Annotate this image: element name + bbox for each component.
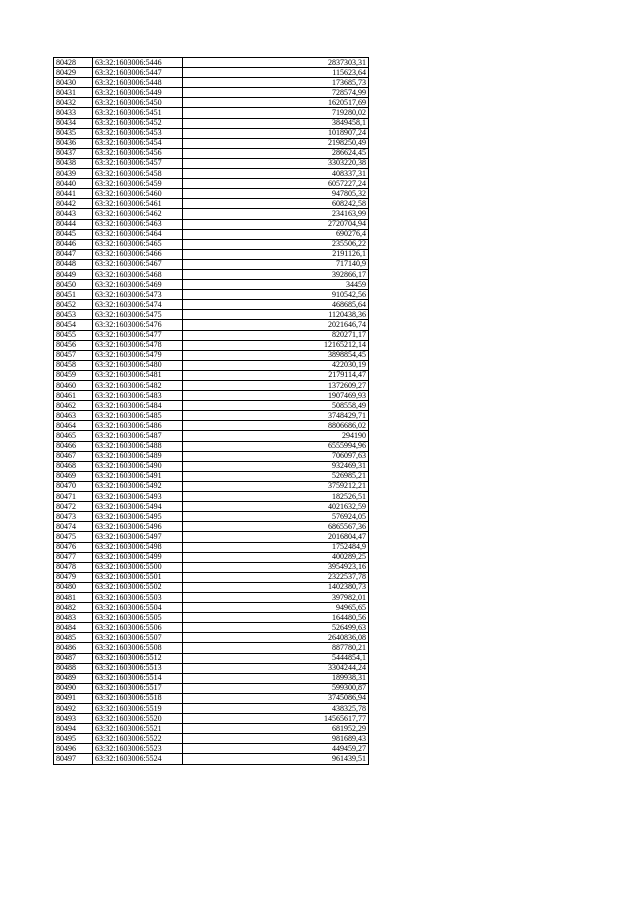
value-cell: 1402380,73 <box>183 582 369 592</box>
table-row <box>54 330 369 340</box>
value-cell: 14565617,77 <box>183 714 369 724</box>
row-number-cell: 80477 <box>54 552 93 562</box>
table-row <box>54 370 369 380</box>
cadastral-number-cell: 63:32:1603006:5501 <box>93 572 183 582</box>
cadastral-number-cell: 63:32:1603006:5522 <box>93 734 183 744</box>
row-number-cell: 80444 <box>54 219 93 229</box>
table-row <box>54 421 369 431</box>
value-cell: 820271,17 <box>183 330 369 340</box>
cadastral-number-cell: 63:32:1603006:5483 <box>93 391 183 401</box>
value-cell: 3745086,94 <box>183 693 369 703</box>
table-row <box>54 199 369 209</box>
row-number-cell: 80443 <box>54 209 93 219</box>
table-row <box>54 623 369 633</box>
table-row <box>54 683 369 693</box>
cadastral-number-cell: 63:32:1603006:5474 <box>93 300 183 310</box>
value-cell: 3954923,16 <box>183 562 369 572</box>
table-row <box>54 219 369 229</box>
value-cell: 422030,19 <box>183 360 369 370</box>
table-row <box>54 381 369 391</box>
table-row <box>54 613 369 623</box>
row-number-cell: 80456 <box>54 340 93 350</box>
cadastral-number-cell: 63:32:1603006:5503 <box>93 592 183 602</box>
cadastral-number-cell: 63:32:1603006:5465 <box>93 239 183 249</box>
value-cell: 947805,32 <box>183 189 369 199</box>
table-row <box>54 320 369 330</box>
row-number-cell: 80492 <box>54 704 93 714</box>
table-row <box>54 704 369 714</box>
cadastral-number-cell: 63:32:1603006:5466 <box>93 249 183 259</box>
cadastral-number-cell: 63:32:1603006:5489 <box>93 451 183 461</box>
cadastral-number-cell: 63:32:1603006:5496 <box>93 522 183 532</box>
cadastral-number-cell: 63:32:1603006:5523 <box>93 744 183 754</box>
row-number-cell: 80450 <box>54 280 93 290</box>
cadastral-number-cell: 63:32:1603006:5505 <box>93 613 183 623</box>
table-row <box>54 663 369 673</box>
row-number-cell: 80455 <box>54 330 93 340</box>
row-number-cell: 80452 <box>54 300 93 310</box>
table-row <box>54 169 369 179</box>
row-number-cell: 80459 <box>54 370 93 380</box>
table-row <box>54 269 369 279</box>
table-row <box>54 502 369 512</box>
row-number-cell: 80495 <box>54 734 93 744</box>
table-row <box>54 441 369 451</box>
row-number-cell: 80447 <box>54 249 93 259</box>
table-row <box>54 693 369 703</box>
table-row <box>54 300 369 310</box>
table-row <box>54 492 369 502</box>
table-row <box>54 512 369 522</box>
value-cell: 2837303,31 <box>183 58 369 68</box>
row-number-cell: 80446 <box>54 239 93 249</box>
cadastral-number-cell: 63:32:1603006:5475 <box>93 310 183 320</box>
value-cell: 1907469,93 <box>183 391 369 401</box>
table-row <box>54 522 369 532</box>
table-row <box>54 673 369 683</box>
cadastral-number-cell: 63:32:1603006:5454 <box>93 138 183 148</box>
table-row <box>54 744 369 754</box>
row-number-cell: 80496 <box>54 744 93 754</box>
row-number-cell: 80485 <box>54 633 93 643</box>
table-row <box>54 229 369 239</box>
row-number-cell: 80453 <box>54 310 93 320</box>
table-row <box>54 532 369 542</box>
row-number-cell: 80433 <box>54 108 93 118</box>
value-cell: 576924,05 <box>183 512 369 522</box>
row-number-cell: 80458 <box>54 360 93 370</box>
table-row <box>54 471 369 481</box>
row-number-cell: 80478 <box>54 562 93 572</box>
cadastral-number-cell: 63:32:1603006:5495 <box>93 512 183 522</box>
value-cell: 526499,63 <box>183 623 369 633</box>
row-number-cell: 80476 <box>54 542 93 552</box>
row-number-cell: 80486 <box>54 643 93 653</box>
value-cell: 717140,9 <box>183 259 369 269</box>
row-number-cell: 80480 <box>54 582 93 592</box>
table-row <box>54 340 369 350</box>
row-number-cell: 80429 <box>54 68 93 78</box>
row-number-cell: 80470 <box>54 481 93 491</box>
value-cell: 3759212,21 <box>183 481 369 491</box>
value-cell: 1018907,24 <box>183 128 369 138</box>
cadastral-number-cell: 63:32:1603006:5494 <box>93 502 183 512</box>
row-number-cell: 80457 <box>54 350 93 360</box>
value-cell: 94965,65 <box>183 603 369 613</box>
value-cell: 2016804,47 <box>183 532 369 542</box>
value-cell: 3748429,71 <box>183 411 369 421</box>
row-number-cell: 80449 <box>54 269 93 279</box>
cadastral-number-cell: 63:32:1603006:5467 <box>93 259 183 269</box>
value-cell: 608242,58 <box>183 199 369 209</box>
row-number-cell: 80491 <box>54 693 93 703</box>
row-number-cell: 80445 <box>54 229 93 239</box>
cadastral-number-cell: 63:32:1603006:5513 <box>93 663 183 673</box>
cadastral-number-cell: 63:32:1603006:5498 <box>93 542 183 552</box>
cadastral-number-cell: 63:32:1603006:5460 <box>93 189 183 199</box>
table-row <box>54 754 369 764</box>
table-row <box>54 209 369 219</box>
cadastral-number-cell: 63:32:1603006:5481 <box>93 370 183 380</box>
cadastral-number-cell: 63:32:1603006:5453 <box>93 128 183 138</box>
row-number-cell: 80451 <box>54 290 93 300</box>
row-number-cell: 80432 <box>54 98 93 108</box>
table-row <box>54 572 369 582</box>
cadastral-number-cell: 63:32:1603006:5487 <box>93 431 183 441</box>
table-row <box>54 592 369 602</box>
table-row <box>54 552 369 562</box>
value-cell: 599300,87 <box>183 683 369 693</box>
table-row <box>54 350 369 360</box>
cadastral-number-cell: 63:32:1603006:5486 <box>93 421 183 431</box>
row-number-cell: 80440 <box>54 179 93 189</box>
row-number-cell: 80473 <box>54 512 93 522</box>
value-cell: 115623,64 <box>183 68 369 78</box>
value-cell: 449459,27 <box>183 744 369 754</box>
cadastral-number-cell: 63:32:1603006:5482 <box>93 381 183 391</box>
cadastral-number-cell: 63:32:1603006:5493 <box>93 492 183 502</box>
value-cell: 400289,25 <box>183 552 369 562</box>
cadastral-number-cell: 63:32:1603006:5512 <box>93 653 183 663</box>
row-number-cell: 80471 <box>54 492 93 502</box>
table-row <box>54 98 369 108</box>
table-row <box>54 310 369 320</box>
row-number-cell: 80442 <box>54 199 93 209</box>
row-number-cell: 80460 <box>54 381 93 391</box>
value-cell: 3304244,24 <box>183 663 369 673</box>
row-number-cell: 80465 <box>54 431 93 441</box>
row-number-cell: 80482 <box>54 603 93 613</box>
cadastral-number-cell: 63:32:1603006:5506 <box>93 623 183 633</box>
value-cell: 887780,21 <box>183 643 369 653</box>
row-number-cell: 80428 <box>54 58 93 68</box>
row-number-cell: 80463 <box>54 411 93 421</box>
table-row <box>54 481 369 491</box>
cadastral-number-cell: 63:32:1603006:5464 <box>93 229 183 239</box>
table-row <box>54 724 369 734</box>
value-cell: 34459 <box>183 280 369 290</box>
value-cell: 5444854,1 <box>183 653 369 663</box>
row-number-cell: 80497 <box>54 754 93 764</box>
cadastral-number-cell: 63:32:1603006:5508 <box>93 643 183 653</box>
cadastral-number-cell: 63:32:1603006:5469 <box>93 280 183 290</box>
row-number-cell: 80474 <box>54 522 93 532</box>
row-number-cell: 80448 <box>54 259 93 269</box>
row-number-cell: 80481 <box>54 592 93 602</box>
cadastral-number-cell: 63:32:1603006:5477 <box>93 330 183 340</box>
table-row <box>54 148 369 158</box>
table-row <box>54 431 369 441</box>
cadastral-number-cell: 63:32:1603006:5476 <box>93 320 183 330</box>
value-cell: 1372609,27 <box>183 381 369 391</box>
cadastral-number-cell: 63:32:1603006:5492 <box>93 481 183 491</box>
value-cell: 234163,99 <box>183 209 369 219</box>
table-row <box>54 78 369 88</box>
value-cell: 508558,49 <box>183 401 369 411</box>
row-number-cell: 80468 <box>54 461 93 471</box>
table-row <box>54 401 369 411</box>
value-cell: 2720704,94 <box>183 219 369 229</box>
value-cell: 2322537,78 <box>183 572 369 582</box>
cadastral-number-cell: 63:32:1603006:5518 <box>93 693 183 703</box>
value-cell: 526985,21 <box>183 471 369 481</box>
cadastral-number-cell: 63:32:1603006:5452 <box>93 118 183 128</box>
table-row <box>54 189 369 199</box>
value-cell: 2021646,74 <box>183 320 369 330</box>
row-number-cell: 80436 <box>54 138 93 148</box>
row-number-cell: 80469 <box>54 471 93 481</box>
value-cell: 3898854,45 <box>183 350 369 360</box>
table-row <box>54 582 369 592</box>
row-number-cell: 80454 <box>54 320 93 330</box>
table-row <box>54 542 369 552</box>
value-cell: 706097,63 <box>183 451 369 461</box>
row-number-cell: 80431 <box>54 88 93 98</box>
cadastral-number-cell: 63:32:1603006:5462 <box>93 209 183 219</box>
table-row <box>54 734 369 744</box>
cadastral-number-cell: 63:32:1603006:5502 <box>93 582 183 592</box>
row-number-cell: 80438 <box>54 158 93 168</box>
value-cell: 910542,56 <box>183 290 369 300</box>
value-cell: 3303220,38 <box>183 158 369 168</box>
cadastral-number-cell: 63:32:1603006:5478 <box>93 340 183 350</box>
cadastral-number-cell: 63:32:1603006:5517 <box>93 683 183 693</box>
row-number-cell: 80488 <box>54 663 93 673</box>
row-number-cell: 80464 <box>54 421 93 431</box>
cadastral-number-cell: 63:32:1603006:5448 <box>93 78 183 88</box>
cadastral-number-cell: 63:32:1603006:5507 <box>93 633 183 643</box>
row-number-cell: 80461 <box>54 391 93 401</box>
cadastral-number-cell: 63:32:1603006:5456 <box>93 148 183 158</box>
table-row <box>54 290 369 300</box>
value-cell: 6865567,36 <box>183 522 369 532</box>
table-row <box>54 391 369 401</box>
cadastral-number-cell: 63:32:1603006:5500 <box>93 562 183 572</box>
table-row <box>54 653 369 663</box>
value-cell: 1620517,69 <box>183 98 369 108</box>
table-row <box>54 562 369 572</box>
table-body <box>54 58 369 765</box>
row-number-cell: 80475 <box>54 532 93 542</box>
cadastral-number-cell: 63:32:1603006:5447 <box>93 68 183 78</box>
value-cell: 2640836,08 <box>183 633 369 643</box>
cadastral-number-cell: 63:32:1603006:5514 <box>93 673 183 683</box>
row-number-cell: 80479 <box>54 572 93 582</box>
value-cell: 6057227,24 <box>183 179 369 189</box>
cadastral-number-cell: 63:32:1603006:5450 <box>93 98 183 108</box>
table-row <box>54 138 369 148</box>
cadastral-number-cell: 63:32:1603006:5490 <box>93 461 183 471</box>
table-row <box>54 239 369 249</box>
value-cell: 3849458,1 <box>183 118 369 128</box>
table-row <box>54 714 369 724</box>
value-cell: 2179114,47 <box>183 370 369 380</box>
value-cell: 438325,78 <box>183 704 369 714</box>
row-number-cell: 80439 <box>54 169 93 179</box>
value-cell: 392866,17 <box>183 269 369 279</box>
cadastral-number-cell: 63:32:1603006:5480 <box>93 360 183 370</box>
cadastral-number-cell: 63:32:1603006:5504 <box>93 603 183 613</box>
value-cell: 164480,56 <box>183 613 369 623</box>
cadastral-number-cell: 63:32:1603006:5463 <box>93 219 183 229</box>
table-row <box>54 128 369 138</box>
value-cell: 408337,31 <box>183 169 369 179</box>
value-cell: 681952,29 <box>183 724 369 734</box>
value-cell: 981689,43 <box>183 734 369 744</box>
cadastral-number-cell: 63:32:1603006:5461 <box>93 199 183 209</box>
value-cell: 12165212,14 <box>183 340 369 350</box>
cadastral-number-cell: 63:32:1603006:5499 <box>93 552 183 562</box>
row-number-cell: 80489 <box>54 673 93 683</box>
row-number-cell: 80441 <box>54 189 93 199</box>
row-number-cell: 80467 <box>54 451 93 461</box>
table-row <box>54 461 369 471</box>
table-row <box>54 411 369 421</box>
cadastral-number-cell: 63:32:1603006:5519 <box>93 704 183 714</box>
table-row <box>54 451 369 461</box>
cadastral-number-cell: 63:32:1603006:5497 <box>93 532 183 542</box>
table-row <box>54 643 369 653</box>
table-row <box>54 58 369 68</box>
value-cell: 690276,4 <box>183 229 369 239</box>
value-cell: 728574,99 <box>183 88 369 98</box>
table-row <box>54 603 369 613</box>
value-cell: 468685,64 <box>183 300 369 310</box>
row-number-cell: 80487 <box>54 653 93 663</box>
table-row <box>54 108 369 118</box>
value-cell: 235506,22 <box>183 239 369 249</box>
cadastral-number-cell: 63:32:1603006:5451 <box>93 108 183 118</box>
cadastral-number-cell: 63:32:1603006:5459 <box>93 179 183 189</box>
row-number-cell: 80472 <box>54 502 93 512</box>
value-cell: 182526,51 <box>183 492 369 502</box>
cadastral-number-cell: 63:32:1603006:5457 <box>93 158 183 168</box>
row-number-cell: 80490 <box>54 683 93 693</box>
value-cell: 6555994,96 <box>183 441 369 451</box>
value-cell: 719280,02 <box>183 108 369 118</box>
table-row <box>54 158 369 168</box>
value-cell: 294190 <box>183 431 369 441</box>
table-row <box>54 360 369 370</box>
table-row <box>54 68 369 78</box>
value-cell: 2198250,49 <box>183 138 369 148</box>
cadastral-number-cell: 63:32:1603006:5524 <box>93 754 183 764</box>
cadastral-number-cell: 63:32:1603006:5458 <box>93 169 183 179</box>
table-row <box>54 179 369 189</box>
row-number-cell: 80435 <box>54 128 93 138</box>
table-row <box>54 88 369 98</box>
value-cell: 8806686,02 <box>183 421 369 431</box>
row-number-cell: 80466 <box>54 441 93 451</box>
value-cell: 4021632,59 <box>183 502 369 512</box>
row-number-cell: 80434 <box>54 118 93 128</box>
cadastral-number-cell: 63:32:1603006:5473 <box>93 290 183 300</box>
cadastral-number-cell: 63:32:1603006:5479 <box>93 350 183 360</box>
data-table <box>53 57 369 765</box>
cadastral-number-cell: 63:32:1603006:5485 <box>93 411 183 421</box>
value-cell: 1752484,9 <box>183 542 369 552</box>
cadastral-number-cell: 63:32:1603006:5468 <box>93 269 183 279</box>
row-number-cell: 80494 <box>54 724 93 734</box>
row-number-cell: 80437 <box>54 148 93 158</box>
value-cell: 173685,73 <box>183 78 369 88</box>
cadastral-number-cell: 63:32:1603006:5449 <box>93 88 183 98</box>
cadastral-number-cell: 63:32:1603006:5488 <box>93 441 183 451</box>
value-cell: 2191126,1 <box>183 249 369 259</box>
row-number-cell: 80483 <box>54 613 93 623</box>
row-number-cell: 80493 <box>54 714 93 724</box>
value-cell: 189938,31 <box>183 673 369 683</box>
value-cell: 932469,31 <box>183 461 369 471</box>
table-row <box>54 249 369 259</box>
table-row <box>54 280 369 290</box>
table-row <box>54 259 369 269</box>
row-number-cell: 80430 <box>54 78 93 88</box>
value-cell: 397982,01 <box>183 592 369 602</box>
value-cell: 961439,51 <box>183 754 369 764</box>
value-cell: 1120438,36 <box>183 310 369 320</box>
cadastral-number-cell: 63:32:1603006:5521 <box>93 724 183 734</box>
table-row <box>54 118 369 128</box>
cadastral-number-cell: 63:32:1603006:5484 <box>93 401 183 411</box>
row-number-cell: 80462 <box>54 401 93 411</box>
row-number-cell: 80484 <box>54 623 93 633</box>
value-cell: 286624,45 <box>183 148 369 158</box>
table-row <box>54 633 369 643</box>
cadastral-number-cell: 63:32:1603006:5520 <box>93 714 183 724</box>
cadastral-number-cell: 63:32:1603006:5491 <box>93 471 183 481</box>
cadastral-number-cell: 63:32:1603006:5446 <box>93 58 183 68</box>
